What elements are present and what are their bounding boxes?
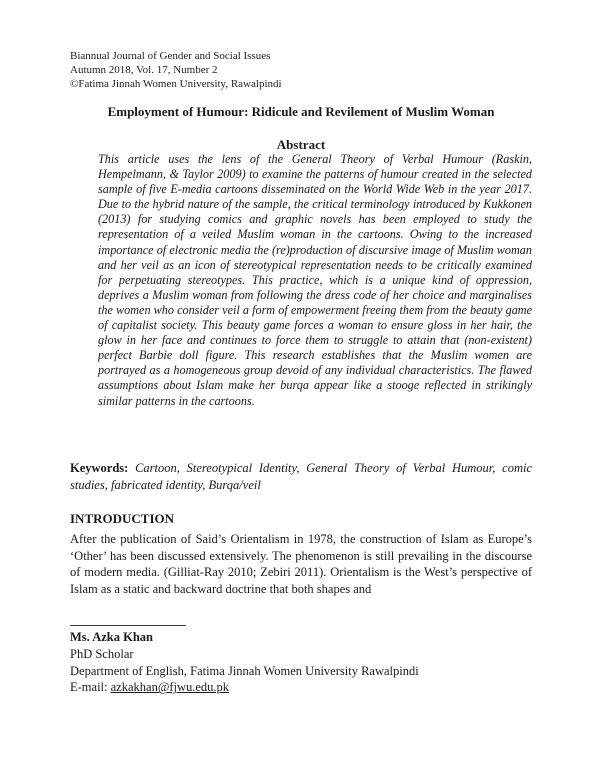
journal-issue: Autumn 2018, Vol. 17, Number 2 (70, 64, 218, 76)
introduction-heading: INTRODUCTION (70, 511, 175, 526)
footnote-divider (70, 625, 186, 626)
introduction-text: After the publication of Said’s Orientalism in 1978, the construction of Islam as Europe’s ‘Other’ has been discussed extensively. The phenomenon is still prevailing in the discourse of modern media. (Gilliat-Ray 2010; Zebiri 2011). Orientalism is the West’s perspective of Islam as a static and backward doctrine that both shapes and (70, 532, 532, 597)
abstract-heading: Abstract (276, 137, 326, 152)
keywords-label: Keywords: (70, 461, 129, 475)
keywords (70, 460, 532, 494)
author-name: Ms. Azka Khan (70, 630, 154, 644)
keywords-list: Cartoon, Stereotypical Identity, General Theory of Verbal Humour, comic studies, fabricated identity, Burqa/veil (70, 461, 533, 492)
journal-name: Biannual Journal of Gender and Social Issues (70, 50, 271, 62)
paper-title: Employment of Humour: Ridicule and Revilement of Muslim Woman (107, 104, 495, 119)
journal-header (70, 49, 282, 91)
author-email-line (70, 679, 419, 696)
author-role: PhD Scholar (70, 646, 134, 661)
journal-publisher: ©Fatima Jinnah Women University, Rawalpindi (70, 78, 282, 90)
email-link[interactable]: azkakhan@fjwu.edu.pk (110, 680, 230, 695)
abstract-text: This article uses the lens of the General Theory of Verbal Humour (Raskin, Hempelmann, & Taylor 2009) to examine the patterns of humour created in the selected sample of five E-media cartoons disseminated on the World Wide Web in the year 2017. Due to the hybrid nature of the sample, the critical terminology introduced by Kukkonen (2013) for studying comics and graphic novels has been employed to study the representation of a veiled Muslim woman in the cartoons. Owing to the increased importance of electronic media the (re)production of discursive image of Muslim woman and her veil as an icon of stereotypical representation needs to be critically examined for perpetuating stereotypes. This practice, which is a unique kind of oppression, deprives a Muslim woman from following the dress code of her choice and marginalises the women who consider veil a form of empowerment freeing them from the beauty game of capitalist society. This beauty game forces a woman to ensure gloss in her hair, the glow in her face and continues to force them to struggle to attain that (non-existent) perfect Barbie doll figure. This research establishes that the Muslim women are portrayed as a homogeneous group devoid of any individual characteristics. The flawed assumptions about Islam make her burqa appear like a stooge reflected in strikingly similar patterns in the cartoons. (98, 152, 532, 408)
email-label: E-mail: (70, 680, 111, 695)
author-footnote (70, 629, 419, 696)
author-department: Department of English, Fatima Jinnah Women University Rawalpindi (70, 663, 419, 678)
